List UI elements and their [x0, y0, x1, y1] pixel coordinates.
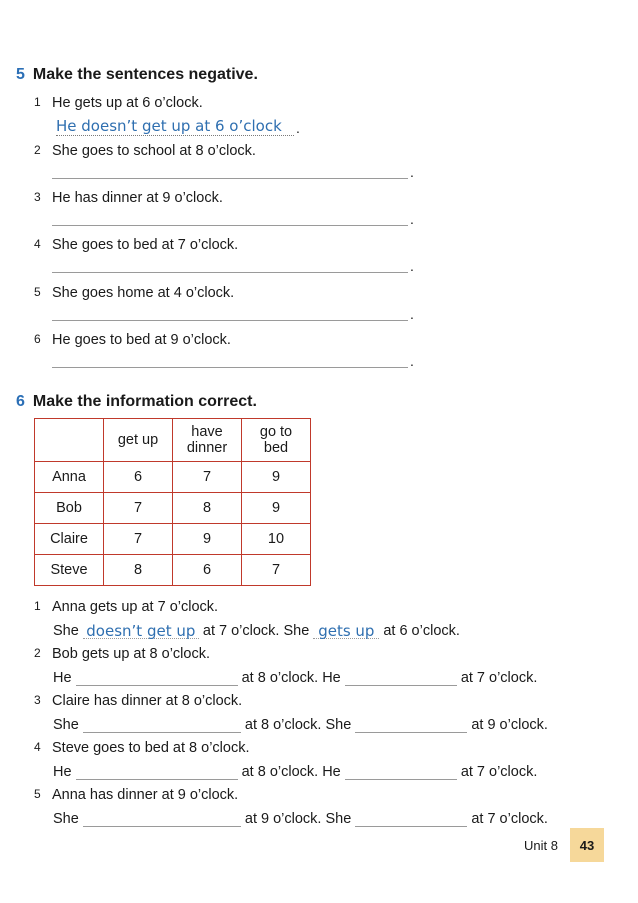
answer-blank-2[interactable]: gets up	[313, 622, 379, 639]
table-row	[35, 493, 311, 524]
ex5-answer-2[interactable]	[52, 160, 408, 179]
ex5-answer-1[interactable]: He doesn’t get up at 6 o’clock	[56, 117, 294, 136]
subject: She	[53, 811, 79, 827]
subject: He	[53, 764, 72, 780]
item-sentence: Bob gets up at 8 o’clock.	[52, 646, 210, 662]
answer-blank-1[interactable]	[83, 810, 241, 827]
table-cell: Steve	[35, 555, 104, 586]
subject: He	[53, 670, 72, 686]
exercise-5-title: Make the sentences negative.	[32, 66, 258, 83]
item-number: 3	[34, 693, 41, 707]
full-stop: .	[296, 120, 300, 136]
answer-blank-1[interactable]	[76, 763, 238, 780]
table-header-cell	[242, 419, 311, 462]
sentence-middle: at 8 o’clock. He	[241, 764, 341, 780]
sentence-end: at 9 o’clock.	[471, 717, 548, 733]
table-cell: Anna	[35, 462, 104, 493]
item-sentence: She goes to bed at 7 o’clock.	[52, 237, 239, 253]
header-line: dinner	[186, 440, 228, 456]
answer-blank-2[interactable]	[345, 669, 457, 686]
table-cell: 6	[173, 555, 242, 586]
subject: She	[53, 623, 79, 639]
table-row	[35, 555, 311, 586]
answer-blank-2[interactable]	[355, 716, 467, 733]
table-cell: 9	[242, 462, 311, 493]
table-header-cell	[173, 419, 242, 462]
item-number: 2	[34, 143, 41, 157]
table-cell: 9	[173, 524, 242, 555]
table-row	[35, 462, 311, 493]
sentence-middle: at 8 o’clock. He	[241, 670, 341, 686]
full-stop: .	[410, 211, 414, 227]
full-stop: .	[410, 353, 414, 369]
sentence-end: at 6 o’clock.	[383, 623, 460, 639]
table-cell: 6	[104, 462, 173, 493]
table-cell: 7	[242, 555, 311, 586]
answer-blank-2[interactable]	[345, 763, 457, 780]
item-number: 5	[34, 285, 41, 299]
answer-blank-1[interactable]	[76, 669, 238, 686]
table-cell: Bob	[35, 493, 104, 524]
item-sentence: He gets up at 6 o’clock.	[52, 95, 203, 111]
table-cell: 10	[242, 524, 311, 555]
ex6-answer-row-3	[53, 716, 548, 733]
page-number: 43	[570, 828, 604, 862]
item-sentence: Anna has dinner at 9 o’clock.	[52, 787, 239, 803]
ex5-answer-3[interactable]	[52, 207, 408, 226]
ex5-answer-6[interactable]	[52, 349, 408, 368]
subject: She	[53, 717, 79, 733]
ex6-answer-row-1	[53, 622, 460, 639]
item-number: 6	[34, 332, 41, 346]
ex6-answer-row-2	[53, 669, 537, 686]
header-line: have	[191, 424, 223, 440]
ex6-answer-row-5	[53, 810, 548, 827]
table-cell: 7	[104, 524, 173, 555]
item-sentence: Steve goes to bed at 8 o’clock.	[52, 740, 250, 756]
sentence-end: at 7 o’clock.	[460, 764, 538, 780]
sentence-middle: at 7 o’clock. She	[202, 623, 310, 639]
exercise-6-title: Make the information correct.	[32, 393, 257, 410]
item-sentence: She goes to school at 8 o’clock.	[52, 143, 256, 159]
answer-blank-1[interactable]	[83, 716, 241, 733]
item-number: 4	[34, 237, 41, 251]
item-sentence: Claire has dinner at 8 o’clock.	[52, 693, 243, 709]
table-cell: 8	[173, 493, 242, 524]
answer-blank-2[interactable]	[355, 810, 467, 827]
exercise-6-heading	[16, 393, 257, 411]
exercise-5-number: 5	[16, 66, 25, 83]
ex5-answer-4[interactable]	[52, 254, 408, 273]
full-stop: .	[410, 258, 414, 274]
answer-blank-1[interactable]: doesn’t get up	[83, 622, 199, 639]
table-cell: 8	[104, 555, 173, 586]
information-table	[34, 418, 311, 586]
table-cell: Claire	[35, 524, 104, 555]
table-header-cell	[35, 419, 104, 462]
unit-label: Unit 8	[524, 838, 558, 853]
item-sentence: Anna gets up at 7 o’clock.	[52, 599, 219, 615]
item-number: 5	[34, 787, 41, 801]
sentence-middle: at 9 o’clock. She	[244, 811, 352, 827]
sentence-end: at 7 o’clock.	[460, 670, 538, 686]
item-number: 3	[34, 190, 41, 204]
exercise-5-heading	[16, 66, 258, 84]
item-sentence: He goes to bed at 9 o’clock.	[52, 332, 231, 348]
table-row	[35, 524, 311, 555]
table-cell: 7	[104, 493, 173, 524]
item-number: 1	[34, 599, 41, 613]
table-cell: 7	[173, 462, 242, 493]
sentence-end: at 7 o’clock.	[471, 811, 548, 827]
table-header-cell: get up	[104, 419, 173, 462]
item-sentence: He has dinner at 9 o’clock.	[52, 190, 223, 206]
sentence-middle: at 8 o’clock. She	[244, 717, 352, 733]
item-number: 4	[34, 740, 41, 754]
item-sentence: She goes home at 4 o’clock.	[52, 285, 235, 301]
ex6-answer-row-4	[53, 763, 537, 780]
full-stop: .	[410, 164, 414, 180]
ex5-answer-5[interactable]	[52, 302, 408, 321]
item-number: 1	[34, 95, 41, 109]
header-line: bed	[263, 440, 289, 456]
table-header-row	[35, 419, 311, 462]
exercise-6-number: 6	[16, 393, 25, 410]
header-line: go to	[259, 424, 293, 440]
table-cell: 9	[242, 493, 311, 524]
full-stop: .	[410, 306, 414, 322]
item-number: 2	[34, 646, 41, 660]
